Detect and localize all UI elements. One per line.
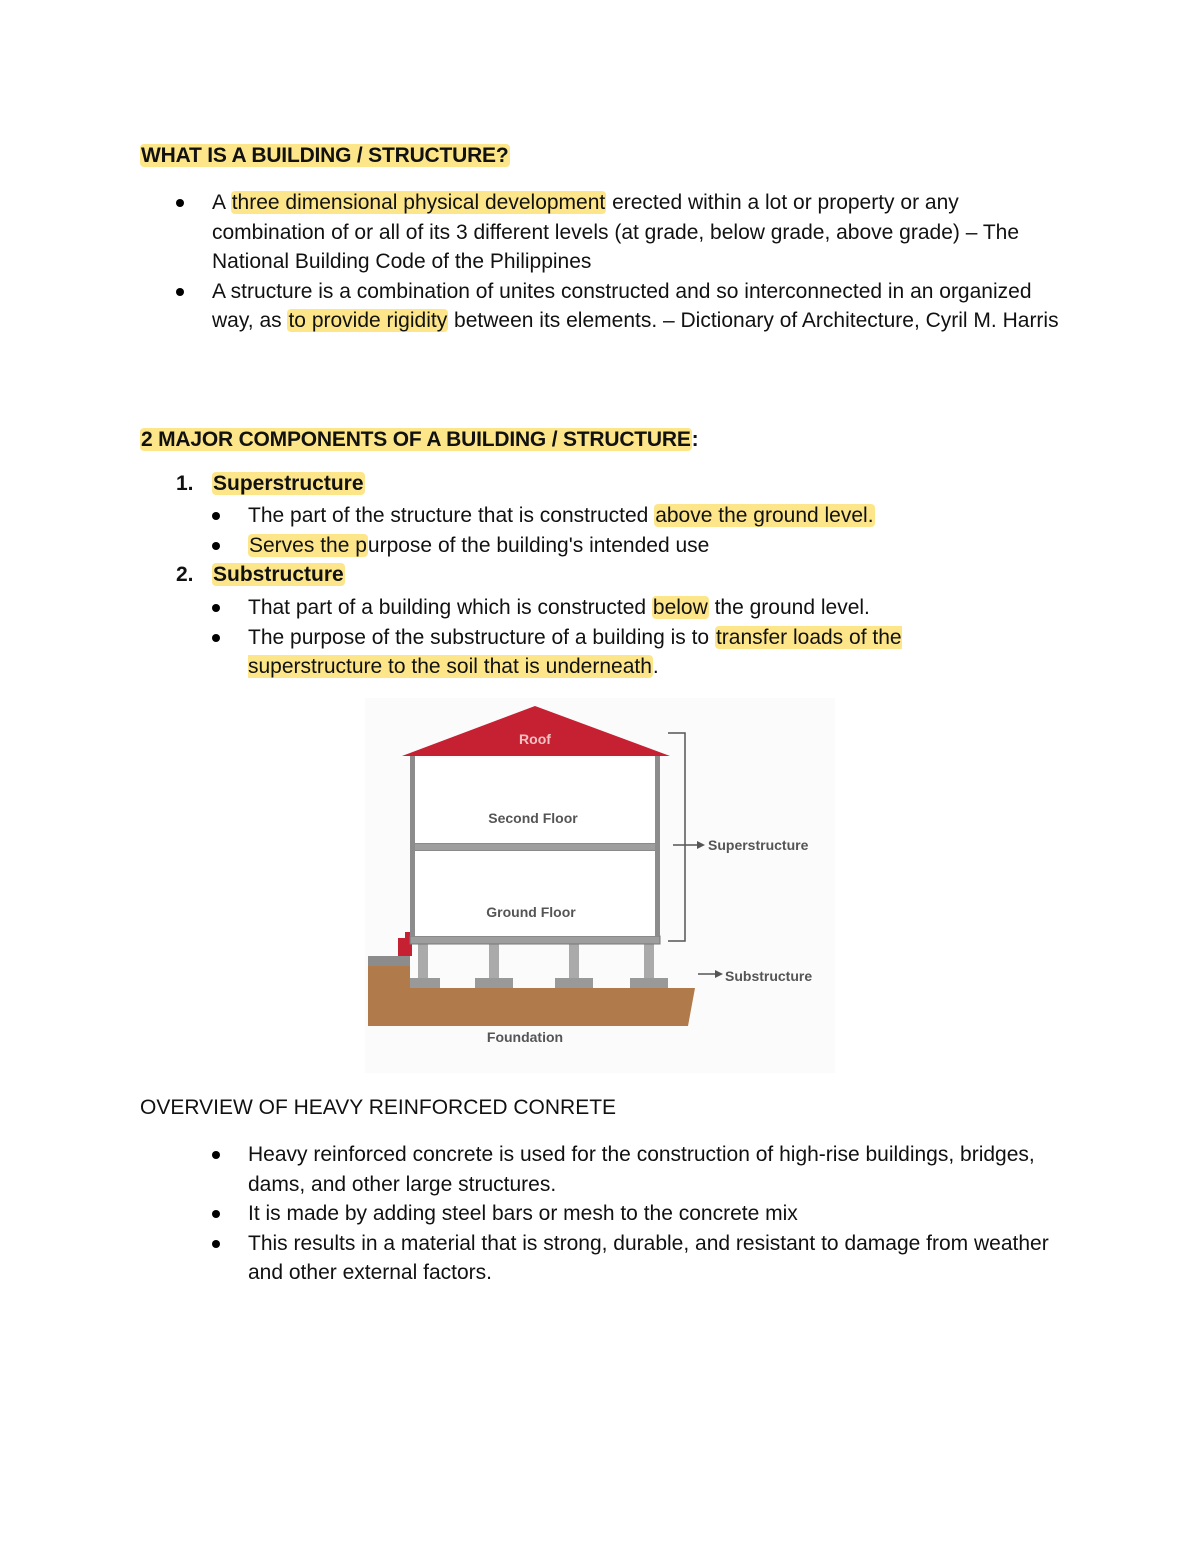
pier [569, 944, 579, 978]
highlighted-text: transfer loads of the superstructure to the soil that is underneath [248, 625, 902, 678]
highlighted-text: Serves the p [249, 533, 367, 557]
foundation-label: Foundation [486, 1029, 564, 1045]
text: A [212, 191, 231, 214]
substructure-label: Substructure [725, 968, 813, 984]
list-item: This results in a material that is strong, durable, and resistant to damage from weather and other external factors. [212, 1229, 1072, 1288]
ground-slab [368, 956, 410, 966]
wall-right [655, 756, 660, 936]
item-title: Superstructure [213, 472, 364, 495]
concrete-bullets [212, 1140, 1072, 1288]
footing [475, 978, 513, 988]
item-title: Substructure [213, 563, 344, 586]
text: erected within a lot or property or any combination of or all of its 3 different levels (at grade, below grade, above grade) – The National Building Code of the Philippines [212, 191, 1020, 273]
text: That part of a building which is constructed [248, 596, 652, 619]
list-item: It is made by adding steel bars or mesh to the concrete mix [212, 1199, 1072, 1229]
ground-floor-label: Ground Floor [486, 904, 576, 920]
footing [410, 978, 440, 988]
definition-item [176, 277, 1076, 336]
ground-floor-room [415, 851, 655, 936]
second-floor-room [415, 758, 655, 843]
highlighted-text: below [652, 596, 708, 619]
pier [418, 944, 428, 978]
text: . [652, 655, 659, 678]
section-heading-building [140, 144, 510, 168]
text: The part of the structure that is constructed [248, 504, 655, 527]
list-item [212, 593, 992, 623]
item-number: 2. [176, 563, 194, 586]
footing [555, 978, 593, 988]
text: urpose of the building's intended use [367, 533, 710, 557]
highlighted-text: to provide rigidity [288, 309, 448, 332]
text: The purpose of the substructure of a building is to [248, 625, 715, 649]
footing [630, 978, 668, 988]
definition-item [176, 188, 1076, 277]
superstructure-bullets [212, 501, 1072, 560]
item-number: 1. [176, 472, 194, 495]
second-floor-label: Second Floor [488, 810, 578, 826]
roof-label: Roof [519, 731, 551, 747]
superstructure-label: Superstructure [708, 837, 809, 853]
building-diagram [365, 698, 835, 1073]
list-item [212, 623, 992, 682]
definition-list [176, 188, 1076, 336]
highlighted-text: three dimensional physical development [231, 191, 606, 214]
wall-left [410, 756, 415, 936]
section-heading-concrete: OVERVIEW OF HEAVY REINFORCED CONRETE [140, 1096, 617, 1119]
list-item [212, 501, 1072, 531]
text: the ground level. [708, 596, 870, 619]
list-item: Heavy reinforced concrete is used for the construction of high-rise buildings, bridges, dams, and other large structures. [212, 1140, 1072, 1199]
section-heading-components [140, 428, 698, 452]
text: A structure is a combination of unites constructed and so interconnected in an organized way, as [212, 279, 1032, 332]
second-floor-slab [413, 843, 657, 851]
ground-floor-slab [410, 936, 660, 944]
pier [489, 944, 499, 978]
text: between its elements. – Dictionary of Architecture, Cyril M. Harris [448, 309, 1059, 332]
heading-highlight: WHAT IS A BUILDING / STRUCTURE? [141, 144, 509, 167]
highlighted-text: above the ground level. [655, 504, 874, 527]
pier [644, 944, 654, 978]
substructure-bullets [212, 593, 992, 682]
list-item [212, 531, 1072, 561]
heading-colon: : [691, 428, 699, 451]
heading-highlight: 2 MAJOR COMPONENTS OF A BUILDING / STRUCTURE [141, 428, 691, 451]
